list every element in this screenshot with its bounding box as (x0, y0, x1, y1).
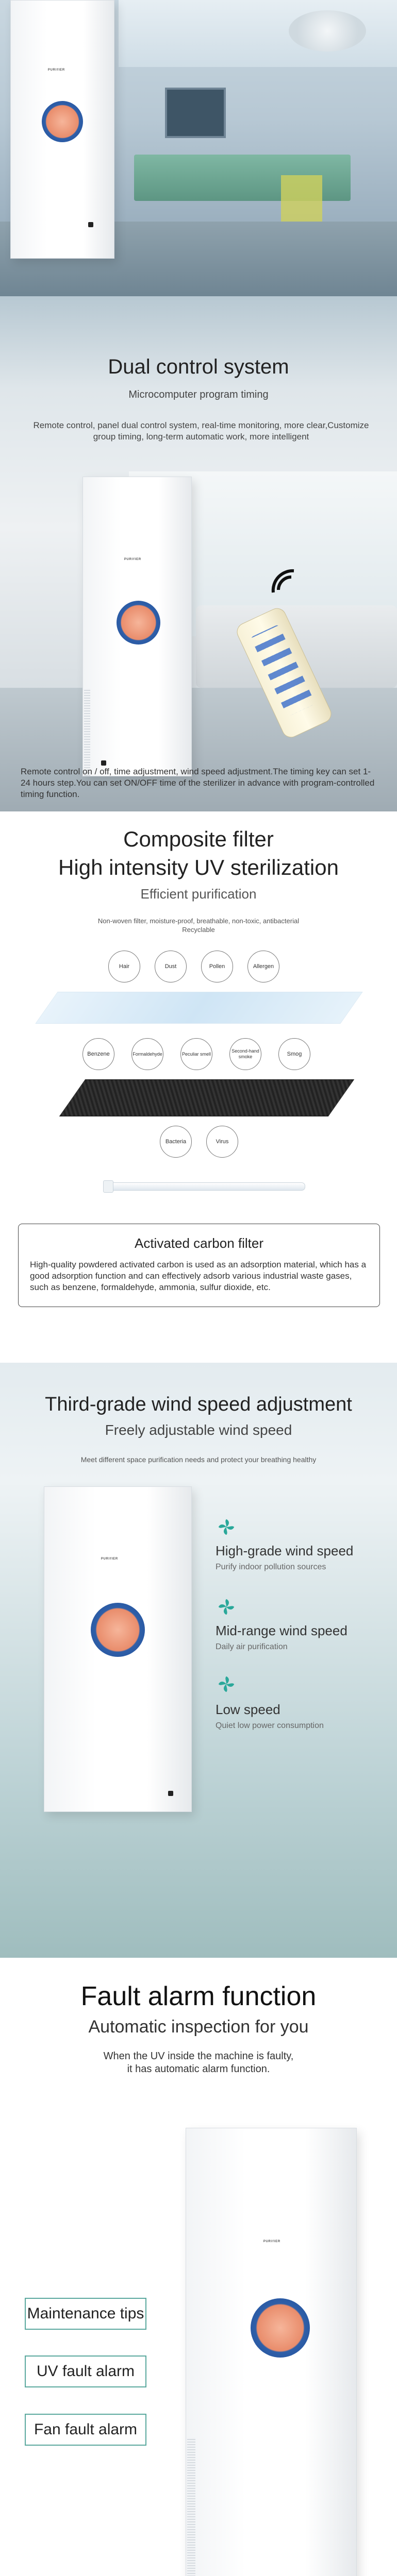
pollutant-pollen: Pollen (201, 951, 233, 982)
fan-icon-mid (217, 1597, 236, 1617)
brand-label: ᴾᵁᴿᴵᶠᴵᴱᴿ (263, 2239, 281, 2244)
brand-label: ᴾᵁᴿᴵᶠᴵᴱᴿ (124, 557, 142, 562)
hero-section (0, 0, 397, 296)
alarm-fan-fault: Fan fault alarm (25, 2414, 146, 2446)
signal-waves-icon (268, 562, 304, 598)
pollutant-benzene: Benzene (82, 1038, 114, 1070)
fan-icon-high (217, 1517, 236, 1537)
wind-subtitle: Freely adjustable wind speed (105, 1422, 292, 1438)
alarm-maintenance-tips: Maintenance tips (25, 2298, 146, 2330)
wind-level-low-title: Low speed (216, 1702, 280, 1717)
composite-title-line1: Composite filter (123, 827, 274, 851)
pollutant-allergen: Allergen (247, 951, 279, 982)
wind-level-low-sub: Quiet low power consumption (216, 1721, 324, 1730)
fault-desc-line2: it has automatic alarm function. (127, 2063, 270, 2075)
carbon-title: Activated carbon filter (134, 1235, 263, 1251)
fan-icon-low (217, 1674, 236, 1694)
purifier-wind (44, 1486, 192, 1812)
power-button (88, 222, 93, 227)
filter-layer-carbon (59, 1079, 354, 1116)
composite-section (0, 811, 397, 1363)
pollutant-dust: Dust (155, 951, 187, 982)
dual-control-title: Dual control system (108, 355, 289, 378)
pollutant-virus: Virus (206, 1126, 238, 1158)
composite-subtitle: Efficient purification (140, 886, 257, 902)
side-vent (187, 2437, 195, 2576)
composite-notes-line2: Recyclable (182, 926, 215, 934)
purifier-fault (186, 2128, 357, 2576)
pollutant-formaldehyde: Formaldehyde (131, 1038, 163, 1070)
wind-level-high-sub: Purify indoor pollution sources (216, 1563, 326, 1571)
power-button (101, 760, 106, 766)
wind-speed-section (0, 1363, 397, 1958)
fault-subtitle: Automatic inspection for you (88, 2017, 309, 2037)
purifier-badge (91, 1603, 145, 1657)
pollutant-peculiar-smell: Peculiar smell (180, 1038, 212, 1070)
composite-notes-line1: Non-woven filter, moisture-proof, breathable, non-toxic, antibacterial (97, 917, 300, 925)
wind-description: Meet different space purification needs and protect your breathing healthy (80, 1455, 317, 1464)
brand-label: ᴾᵁᴿᴵᶠᴵᴱᴿ (101, 1556, 119, 1562)
purifier-badge (251, 2298, 310, 2358)
power-button (168, 1791, 173, 1796)
wind-level-mid-title: Mid-range wind speed (216, 1623, 348, 1638)
pollutant-bacteria: Bacteria (160, 1126, 192, 1158)
uv-lamp-cap (103, 1180, 113, 1193)
alarm-uv-fault: UV fault alarm (25, 2355, 146, 2387)
fault-desc-line1: When the UV inside the machine is faulty, (103, 2050, 294, 2062)
purifier-badge (117, 601, 160, 645)
fault-alarm-section (0, 1958, 397, 2576)
purifier-hero (10, 0, 114, 259)
dual-control-bottom-text: Remote control on / off, time adjustment, wind speed adjustment.The timing key can set 1-24 hours step.You can set ON/OFF time of the sterilizer in advance with program-controlled timing function. (21, 767, 375, 799)
purifier-badge (42, 101, 83, 142)
wind-level-high-title: High-grade wind speed (216, 1543, 354, 1558)
carbon-text: High-quality powdered activated carbon is used as an adsorption material, which has a good adsorption function and can effectively adsorb various industrial waste gases, such as benzene, formaldehyde, ammonia, sulfur dioxide, etc. (30, 1260, 367, 1292)
dual-control-subtitle: Microcomputer program timing (128, 389, 269, 400)
operating-lamp (289, 10, 366, 52)
composite-title-line2: High intensity UV sterilization (58, 855, 339, 879)
monitor (165, 88, 226, 138)
purifier-dual (82, 477, 192, 776)
pollutant-second-hand-smoke: Second-hand smoke (229, 1038, 261, 1070)
wind-level-mid-sub: Daily air purification (216, 1642, 288, 1651)
uv-lamp (108, 1182, 305, 1191)
carbon-filter-box (18, 1224, 380, 1307)
side-vent (84, 688, 90, 776)
pollutant-hair: Hair (108, 951, 140, 982)
wind-title: Third-grade wind speed adjustment (45, 1394, 352, 1415)
dual-control-section (0, 296, 397, 811)
dual-control-description: Remote control, panel dual control system, real-time monitoring, more clear,Customize group timing, long-term automatic work, more intelligent (33, 420, 369, 442)
pollutant-smog: Smog (278, 1038, 310, 1070)
brand-label: ᴾᵁᴿᴵᶠᴵᴱᴿ (48, 67, 65, 73)
filter-layer-mesh (35, 992, 362, 1024)
fault-title: Fault alarm function (80, 1981, 317, 2011)
